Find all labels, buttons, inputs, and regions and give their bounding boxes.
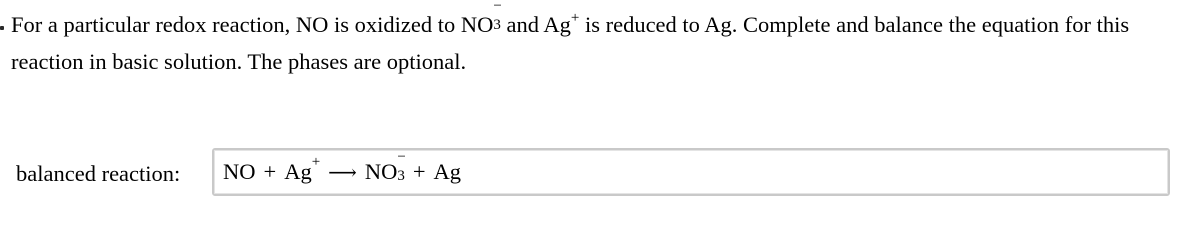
question-part2: and Ag <box>500 12 571 37</box>
question-text <box>11 0 1191 79</box>
balanced-reaction-label: balanced reaction: <box>16 161 181 186</box>
equation-editor[interactable]: NO + Ag + ⟶ NO − 3 + Ag <box>223 149 462 184</box>
question-marker <box>0 26 4 30</box>
product-ag: Ag <box>433 159 462 184</box>
answer-row <box>16 148 212 200</box>
nitrate-charge: − <box>493 0 502 14</box>
question-part3: is reduced to Ag. Complete and balance the equation for this reaction in basic solution. The phases are optional. <box>11 12 1130 74</box>
plus-sign-1: + <box>263 159 277 184</box>
reactant-no: NO <box>223 159 256 184</box>
question-part1: For a particular redox reaction, NO is oxidized to NO <box>11 12 494 37</box>
reaction-arrow: ⟶ <box>328 161 357 184</box>
nitrate-ion-script <box>493 0 502 45</box>
product-no3-script <box>397 149 406 185</box>
silver-ion-charge: + <box>570 10 580 26</box>
product-no3-subscript: 3 <box>397 168 405 184</box>
plus-sign-2: + <box>412 159 426 184</box>
product-no3-charge: − <box>397 149 406 165</box>
balanced-reaction-input[interactable] <box>212 148 1170 196</box>
product-no3: NO <box>364 159 398 184</box>
nitrate-subscript: 3 <box>493 17 501 33</box>
reactant-ag: Ag <box>284 159 312 184</box>
